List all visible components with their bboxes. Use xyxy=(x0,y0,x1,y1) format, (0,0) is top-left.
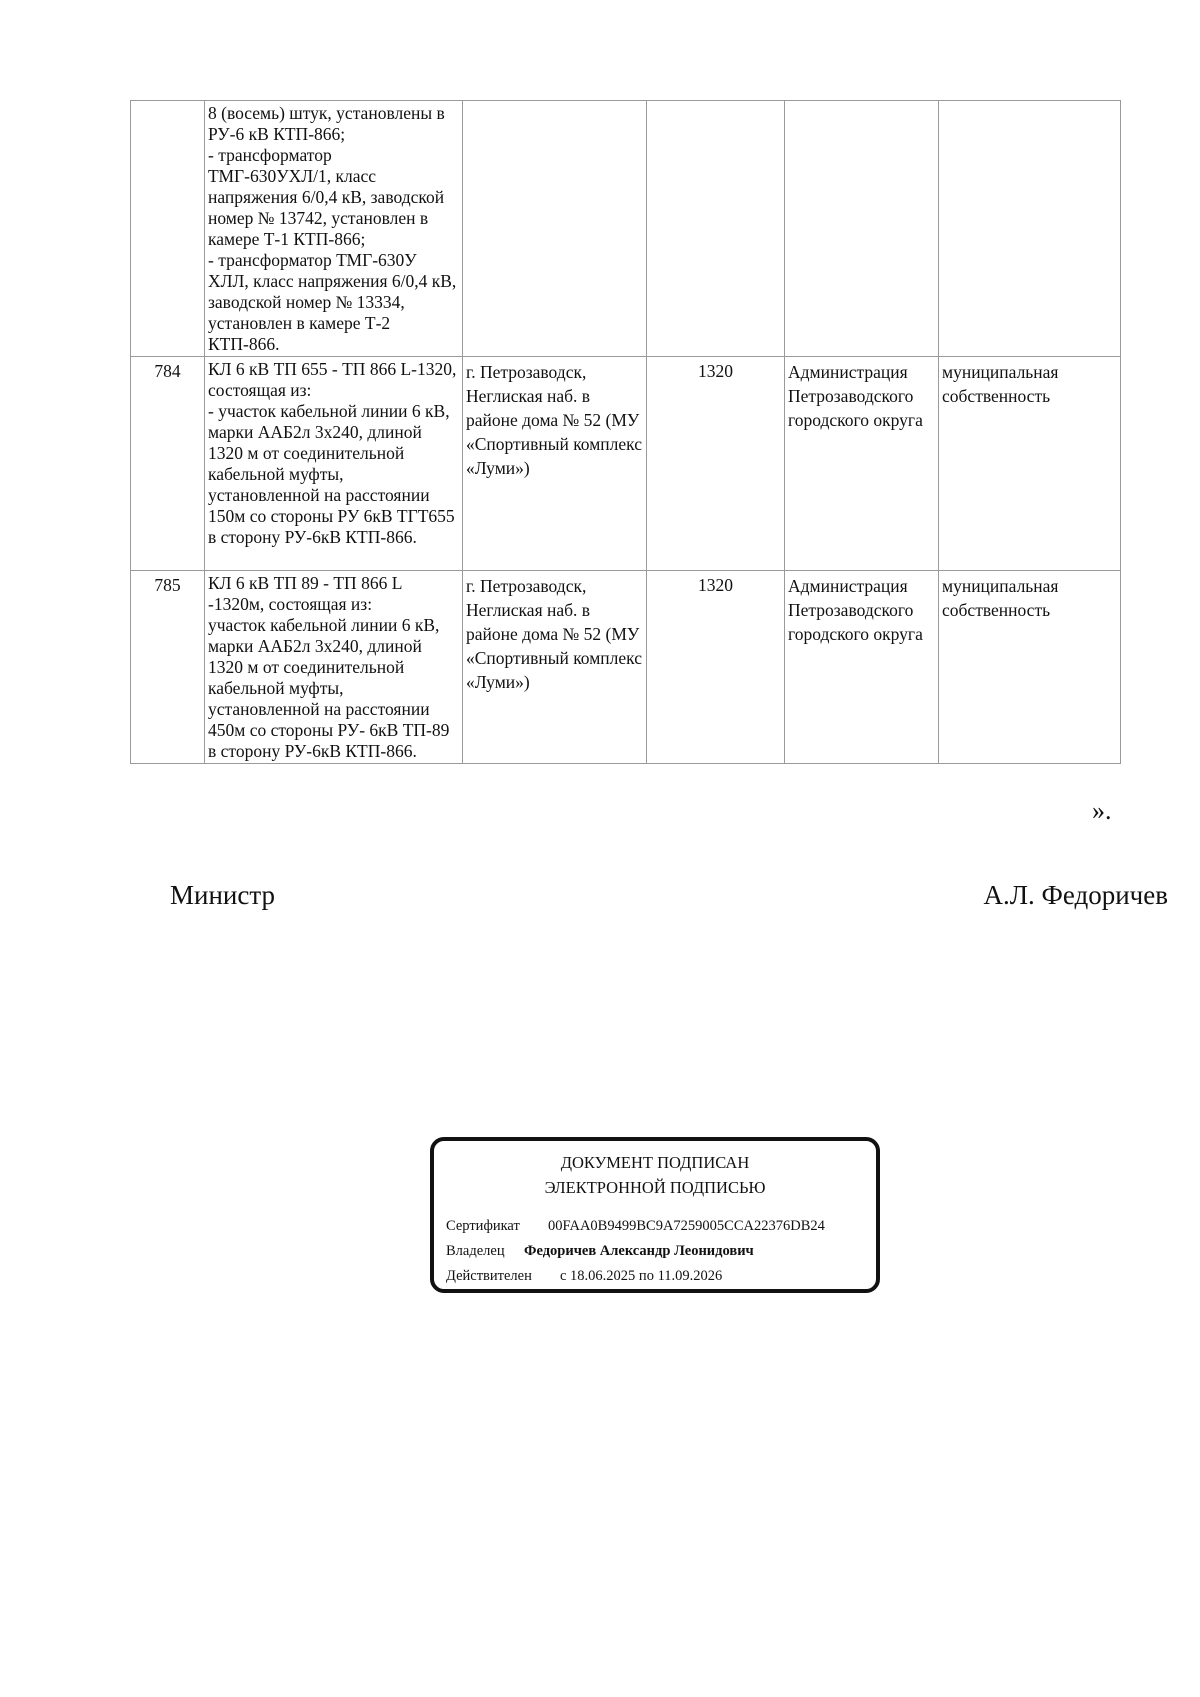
table-row xyxy=(131,101,1121,357)
validity-label: Действителен xyxy=(446,1268,532,1284)
row-number xyxy=(131,101,205,357)
ownership-type xyxy=(939,101,1121,357)
stamp-heading-line2: ЭЛЕКТРОННОЙ ПОДПИСЬЮ xyxy=(544,1178,766,1197)
certificate-label: Сертификат xyxy=(446,1218,520,1234)
certificate-row xyxy=(446,1218,825,1235)
object-name: КЛ 6 кВ ТП 655 - ТП 866 L-1320, состоящая из: - участок кабельной линии 6 кВ, марки ААБ2л 3х240, длиной 1320 м от соединительной кабельной муфты, установленной на расстоянии 150м со стороны РУ 6кВ ТГТ655 в сторону РУ-6кВ КТП-866. xyxy=(205,357,463,571)
registry-table xyxy=(130,100,1121,764)
row-number: 784 xyxy=(131,357,205,571)
object-owner: Администрация Петрозаводского городского округа xyxy=(785,571,939,764)
object-name: 8 (восемь) штук, установлены в РУ-6 кВ КТП-866; - трансформатор ТМГ-630УХЛ/1, класс напряжения 6/0,4 кВ, заводской номер № 13742, установлен в камере Т-1 КТП-866; - трансформатор ТМГ-630У ХЛЛ, класс напряжения 6/0,4 кВ, заводской номер № 13334, установлен в камере Т-2 КТП-866. xyxy=(205,101,463,357)
object-length: 1320 xyxy=(647,357,785,571)
owner-label: Владелец xyxy=(446,1243,505,1259)
owner-value: Федоричев Александр Леонидович xyxy=(524,1243,754,1259)
object-address: г. Петрозаводск, Неглиская наб. в районе дома № 52 (МУ «Спортивный комплекс «Луми») xyxy=(463,357,647,571)
validity-row xyxy=(446,1268,722,1285)
object-length: 1320 xyxy=(647,571,785,764)
object-owner xyxy=(785,101,939,357)
stamp-heading-line1: ДОКУМЕНТ ПОДПИСАН xyxy=(560,1153,750,1172)
closing-quote: ». xyxy=(1092,796,1112,825)
signatory-title: Министр xyxy=(170,880,275,910)
owner-row xyxy=(446,1243,754,1260)
row-number: 785 xyxy=(131,571,205,764)
object-address: г. Петрозаводск, Неглиская наб. в районе дома № 52 (МУ «Спортивный комплекс «Луми») xyxy=(463,571,647,764)
object-length xyxy=(647,101,785,357)
certificate-value: 00FAA0B9499BC9A7259005CCA22376DB24 xyxy=(548,1218,825,1234)
object-address xyxy=(463,101,647,357)
electronic-signature-stamp xyxy=(430,1137,880,1293)
table-row xyxy=(131,571,1121,764)
object-name: КЛ 6 кВ ТП 89 - ТП 866 L -1320м, состоящая из: участок кабельной линии 6 кВ, марки ААБ2л 3х240, длиной 1320 м от соединительной кабельной муфты, установленной на расстоянии 450м со стороны РУ- 6кВ ТП-89 в сторону РУ-6кВ КТП-866. xyxy=(205,571,463,764)
object-owner: Администрация Петрозаводского городского округа xyxy=(785,357,939,571)
validity-value: с 18.06.2025 по 11.09.2026 xyxy=(560,1268,723,1284)
table-row xyxy=(131,357,1121,571)
ownership-type: муниципальная собственность xyxy=(939,357,1121,571)
ownership-type: муниципальная собственность xyxy=(939,571,1121,764)
signatory-name: А.Л. Федоричев xyxy=(983,880,1168,910)
